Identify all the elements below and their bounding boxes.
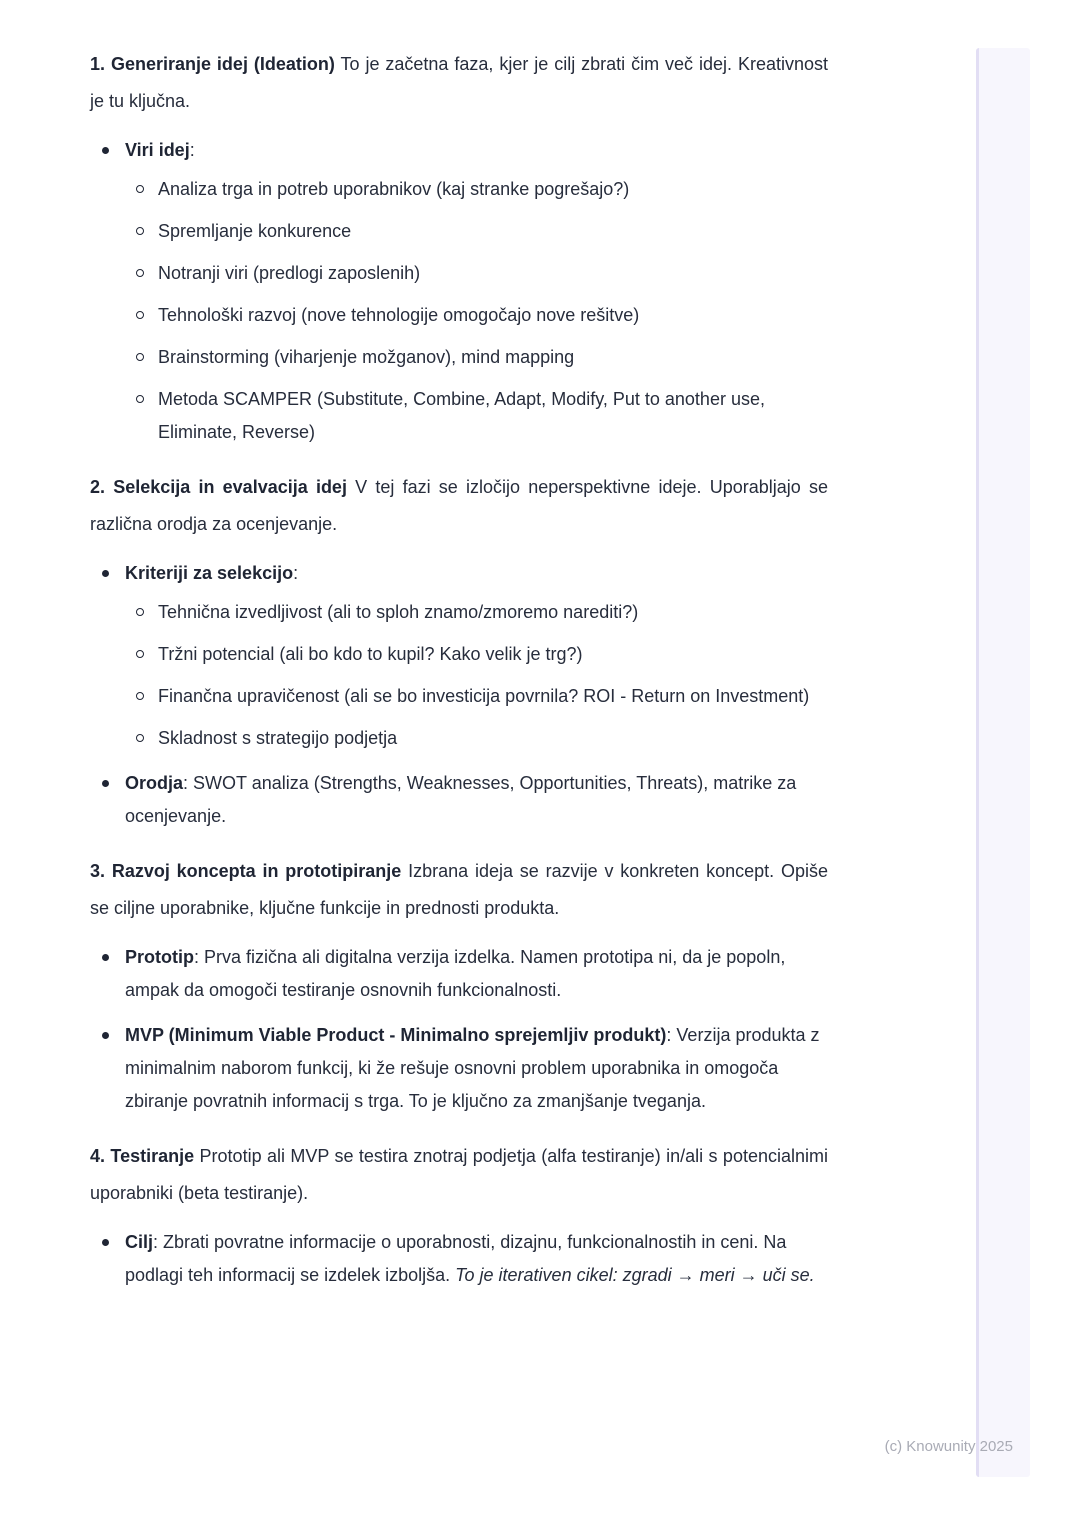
bullet-lead-suffix: : — [194, 947, 205, 967]
circle-bullet-icon — [136, 650, 144, 658]
bullet-lead-suffix: : — [293, 563, 299, 583]
bullet-dot-icon — [102, 1032, 109, 1039]
sub-bullet-item — [90, 173, 828, 206]
bullet-text: Prva fizična ali digitalna verzija izdelka. Namen prototipa ni, da je popoln, ampak da omogoči testiranje osnovnih funkcionalnosti. — [125, 947, 786, 1000]
sub-bullet-text: Notranji viri (predlogi zaposlenih) — [158, 263, 421, 283]
sub-bullet-item — [90, 299, 828, 332]
bullet-list — [90, 941, 828, 1118]
section-text: V tej fazi se izločijo neperspektivne ideje. Uporabljajo se različna orodja za ocenjevanje. — [90, 477, 828, 534]
section-text: Prototip ali MVP se testira znotraj podjetja (alfa testiranje) in/ali s potencialnimi uporabniki (beta testiranje). — [90, 1146, 828, 1203]
bullet-dot-icon — [102, 954, 109, 961]
sub-bullet-item — [90, 215, 828, 248]
circle-bullet-icon — [136, 227, 144, 235]
bullet-dot-icon — [102, 780, 109, 787]
sub-bullet-item — [90, 596, 828, 629]
sub-bullet-text: Spremljanje konkurence — [158, 221, 352, 241]
circle-bullet-icon — [136, 395, 144, 403]
circle-bullet-icon — [136, 269, 144, 277]
section-paragraph — [90, 469, 828, 543]
circle-bullet-icon — [136, 311, 144, 319]
sub-bullet-text: Brainstorming (viharjenje možganov), mind mapping — [158, 347, 575, 367]
copyright-footer: (c) Knowunity 2025 — [884, 1438, 1013, 1455]
section-heading: 1. Generiranje idej (Ideation) — [90, 54, 335, 74]
section-paragraph — [90, 46, 828, 120]
bullet-lead-suffix: : — [666, 1025, 677, 1045]
circle-bullet-icon — [136, 353, 144, 361]
bullet-list — [90, 1226, 828, 1292]
circle-bullet-icon — [136, 734, 144, 742]
section-text: Izbrana ideja se razvije v konkreten koncept. Opiše se ciljne uporabnike, ključne funkcije in prednosti produkta. — [90, 861, 828, 918]
sub-bullet-text: Metoda SCAMPER (Substitute, Combine, Adapt, Modify, Put to another use, Eliminate, Reverse) — [158, 389, 765, 442]
sub-bullet-text: Tehnološki razvoj (nove tehnologije omogočajo nove rešitve) — [158, 305, 640, 325]
sub-bullet-text: Skladnost s strategijo podjetja — [158, 728, 398, 748]
bullet-list — [90, 557, 828, 833]
sub-bullet-text: Tržni potencial (ali bo kdo to kupil? Kako velik je trg?) — [158, 644, 583, 664]
sub-bullet-item — [90, 638, 828, 671]
bullet-lead: Cilj — [125, 1232, 154, 1252]
bullet-list — [90, 134, 828, 449]
section-heading: 2. Selekcija in evalvacija idej — [90, 477, 347, 497]
sub-bullet-item — [90, 257, 828, 290]
bullet-text-italic: To je iterativen cikel: zgradi → meri → uči se. — [455, 1265, 815, 1285]
sub-bullet-item — [90, 383, 828, 449]
circle-bullet-icon — [136, 185, 144, 193]
bullet-text: SWOT analiza (Strengths, Weaknesses, Opportunities, Threats), matrike za ocenjevanje. — [125, 773, 797, 826]
bullet-lead: Prototip — [125, 947, 194, 967]
bullet-lead: Orodja — [125, 773, 184, 793]
bullet-item — [90, 767, 828, 833]
bullet-item — [90, 134, 828, 449]
section-paragraph — [90, 853, 828, 927]
sub-bullet-text: Finančna upravičenost (ali se bo investicija povrnila? ROI - Return on Investment) — [158, 686, 810, 706]
sub-bullet-text: Tehnična izvedljivost (ali to sploh znamo/zmoremo narediti?) — [158, 602, 639, 622]
bullet-lead: Kriteriji za selekcijo — [125, 563, 294, 583]
bullet-lead-suffix: : — [189, 140, 195, 160]
section-heading: 4. Testiranje — [90, 1146, 195, 1166]
document-body — [90, 46, 828, 1312]
bullet-item — [90, 1019, 828, 1118]
bullet-lead: Viri idej — [125, 140, 190, 160]
sub-bullet-item — [90, 341, 828, 374]
sub-bullet-list — [90, 173, 828, 449]
sub-bullet-list — [90, 596, 828, 755]
section-text: To je začetna faza, kjer je cilj zbrati čim več idej. Kreativnost je tu ključna. — [90, 54, 828, 111]
bullet-dot-icon — [102, 147, 109, 154]
circle-bullet-icon — [136, 608, 144, 616]
bullet-text: Zbrati povratne informacije o uporabnosti, dizajnu, funkcionalnostih in ceni. Na podlagi teh informacij se izdelek izboljša. — [125, 1232, 787, 1285]
bullet-lead-suffix: : — [183, 773, 194, 793]
sub-bullet-item — [90, 722, 828, 755]
bullet-text: Verzija produkta z minimalnim naborom funkcij, ki že rešuje osnovni problem uporabnika in omogoča zbiranje povratnih informacij s trga. To je ključno za zmanjšanje tveganja. — [125, 1025, 820, 1111]
section-heading: 3. Razvoj koncepta in prototipiranje — [90, 861, 402, 881]
bullet-lead-suffix: : — [153, 1232, 164, 1252]
bullet-dot-icon — [102, 1239, 109, 1246]
bullet-item — [90, 557, 828, 755]
bullet-lead: MVP (Minimum Viable Product - Minimalno sprejemljiv produkt) — [125, 1025, 667, 1045]
bullet-item — [90, 941, 828, 1007]
bullet-item — [90, 1226, 828, 1292]
section-paragraph — [90, 1138, 828, 1212]
sub-bullet-item — [90, 680, 828, 713]
circle-bullet-icon — [136, 692, 144, 700]
page-margin-strip — [976, 48, 1030, 1477]
sub-bullet-text: Analiza trga in potreb uporabnikov (kaj stranke pogrešajo?) — [158, 179, 630, 199]
bullet-dot-icon — [102, 570, 109, 577]
